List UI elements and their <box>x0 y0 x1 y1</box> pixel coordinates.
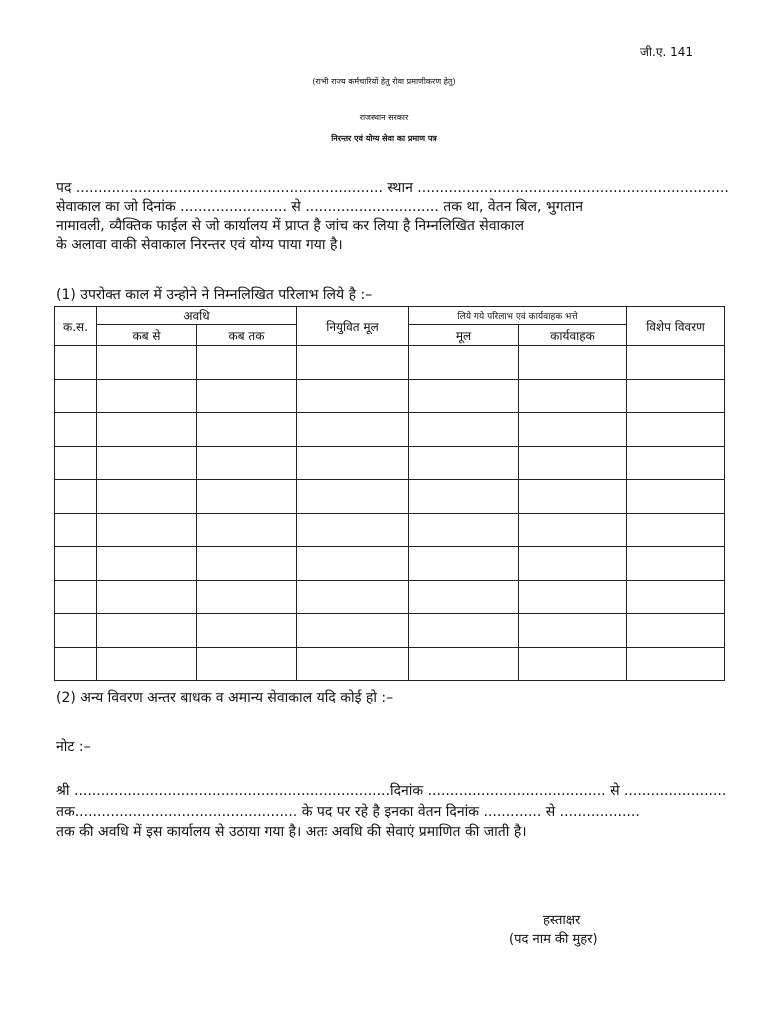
table-cell[interactable] <box>409 413 519 447</box>
table-cell[interactable] <box>519 413 627 447</box>
table-cell[interactable] <box>97 346 197 380</box>
benefits-table <box>54 306 725 681</box>
table-cell[interactable] <box>627 614 725 648</box>
service-period-line: सेवाकाल का जो दिनांक ........................ से .............................. तक था, वेतन बिल, भुगतान <box>56 199 584 215</box>
col-basic-header: मूल <box>409 325 519 346</box>
table-cell[interactable] <box>197 614 297 648</box>
col-to-header: कब तक <box>197 325 297 346</box>
note-label: नोट :– <box>56 739 91 755</box>
table-cell[interactable] <box>409 547 519 581</box>
table-cell[interactable] <box>197 346 297 380</box>
table-cell[interactable] <box>197 647 297 681</box>
table-header-row <box>55 307 725 325</box>
section-2-heading: (2) अन्य विवरण अन्तर बाधक व अमान्य सेवाकाल यदि कोई हो :– <box>56 690 394 706</box>
table-cell[interactable] <box>409 647 519 681</box>
table-cell[interactable] <box>627 580 725 614</box>
table-cell[interactable] <box>197 547 297 581</box>
table-cell[interactable] <box>55 614 97 648</box>
table-cell[interactable] <box>55 413 97 447</box>
col-benefits-header: लिये गये परिलाभ एवं कार्यवाहक भत्ते <box>409 307 627 325</box>
table-cell[interactable] <box>297 379 409 413</box>
table-cell[interactable] <box>627 480 725 514</box>
col-from-header: कब से <box>97 325 197 346</box>
form-code: जी.ए. 141 <box>640 45 693 59</box>
table-cell[interactable] <box>97 379 197 413</box>
table-cell[interactable] <box>55 346 97 380</box>
table-cell[interactable] <box>409 580 519 614</box>
table-cell[interactable] <box>55 446 97 480</box>
table-row <box>55 580 725 614</box>
table-cell[interactable] <box>297 647 409 681</box>
table-cell[interactable] <box>197 379 297 413</box>
table-cell[interactable] <box>197 580 297 614</box>
table-cell[interactable] <box>297 446 409 480</box>
table-cell[interactable] <box>297 547 409 581</box>
table-cell[interactable] <box>297 580 409 614</box>
table-cell[interactable] <box>297 513 409 547</box>
post-place-line: पद ..................................................................... स्थान ...................................................................... <box>56 180 729 196</box>
table-cell[interactable] <box>519 379 627 413</box>
table-cell[interactable] <box>519 647 627 681</box>
table-cell[interactable] <box>627 547 725 581</box>
table-cell[interactable] <box>519 346 627 380</box>
table-cell[interactable] <box>519 614 627 648</box>
table-cell[interactable] <box>627 413 725 447</box>
table-cell[interactable] <box>519 547 627 581</box>
table-cell[interactable] <box>197 480 297 514</box>
page-title: (राभी राज्य कर्मचारियों हेतु रोवा प्रमाणीकरण हेतु) <box>312 77 456 86</box>
table-cell[interactable] <box>627 513 725 547</box>
table-row <box>55 547 725 581</box>
table-cell[interactable] <box>97 647 197 681</box>
table-cell[interactable] <box>55 379 97 413</box>
table-row <box>55 513 725 547</box>
designation-seal-label: (पद नाम की मुहर) <box>509 932 598 947</box>
certificate-title: निरन्तर एवं योग्य सेवा का प्रमाण पत्र <box>331 134 437 143</box>
col-remarks-header: विशेप विवरण <box>627 307 725 346</box>
table-cell[interactable] <box>409 446 519 480</box>
table-cell[interactable] <box>97 446 197 480</box>
table-cell[interactable] <box>409 614 519 648</box>
table-cell[interactable] <box>627 647 725 681</box>
table-cell[interactable] <box>55 647 97 681</box>
table-row <box>55 614 725 648</box>
table-cell[interactable] <box>627 346 725 380</box>
table-cell[interactable] <box>627 446 725 480</box>
table-row <box>55 647 725 681</box>
col-fixed-basic-header: नियुवित मूल <box>297 307 409 346</box>
table-cell[interactable] <box>519 446 627 480</box>
table-cell[interactable] <box>97 547 197 581</box>
table-cell[interactable] <box>627 379 725 413</box>
table-cell[interactable] <box>409 480 519 514</box>
table-cell[interactable] <box>97 580 197 614</box>
table-cell[interactable] <box>297 413 409 447</box>
table-cell[interactable] <box>55 480 97 514</box>
table-cell[interactable] <box>197 513 297 547</box>
table-cell[interactable] <box>197 413 297 447</box>
certification-name-line: श्री .......................................................................दिनांक ........................................ से ....................... <box>56 783 727 799</box>
table-row <box>55 346 725 380</box>
signature-label: हस्ताक्षर <box>543 913 581 928</box>
table-cell[interactable] <box>519 513 627 547</box>
table-cell[interactable] <box>519 580 627 614</box>
table-cell[interactable] <box>297 346 409 380</box>
table-cell[interactable] <box>55 580 97 614</box>
table-cell[interactable] <box>97 413 197 447</box>
table-row <box>55 379 725 413</box>
table-cell[interactable] <box>55 513 97 547</box>
table-cell[interactable] <box>97 513 197 547</box>
table-cell[interactable] <box>97 480 197 514</box>
section-1-heading: (1) उपरोक्त काल में उन्होने ने निम्नलिखित परिलाभ लिये है :– <box>56 287 373 303</box>
table-row <box>55 413 725 447</box>
table-cell[interactable] <box>297 614 409 648</box>
col-serial-header: क.स. <box>55 307 97 346</box>
table-cell[interactable] <box>297 480 409 514</box>
col-period-header: अवधि <box>97 307 297 325</box>
table-cell[interactable] <box>409 379 519 413</box>
table-row <box>55 480 725 514</box>
col-officiating-header: कार्यवाहक <box>519 325 627 346</box>
table-cell[interactable] <box>97 614 197 648</box>
table-cell[interactable] <box>519 480 627 514</box>
remaining-service-line: के अलावा वाकी सेवाकाल निरन्तर एवं योग्य पाया गया है। <box>56 237 343 253</box>
table-cell[interactable] <box>409 346 519 380</box>
records-check-line: नामावली, व्यैक्तिक फाईल से जो कार्यालय में प्राप्त है जांच कर लिया है निम्नलिखित सेवाकाल <box>56 218 524 234</box>
table-cell[interactable] <box>55 547 97 581</box>
table-cell[interactable] <box>197 446 297 480</box>
government-name: राजस्थान सरकार <box>359 113 409 122</box>
certification-post-line: तक.................................................. के पद पर रहे है इनका वेतन दिनांक ............. से .................. <box>56 804 640 820</box>
table-row <box>55 446 725 480</box>
certification-statement-line: तक की अवधि में इस कार्यालय से उठाया गया है। अतः अवधि की सेवाएं प्रमाणित की जाती है। <box>56 824 527 840</box>
table-cell[interactable] <box>409 513 519 547</box>
